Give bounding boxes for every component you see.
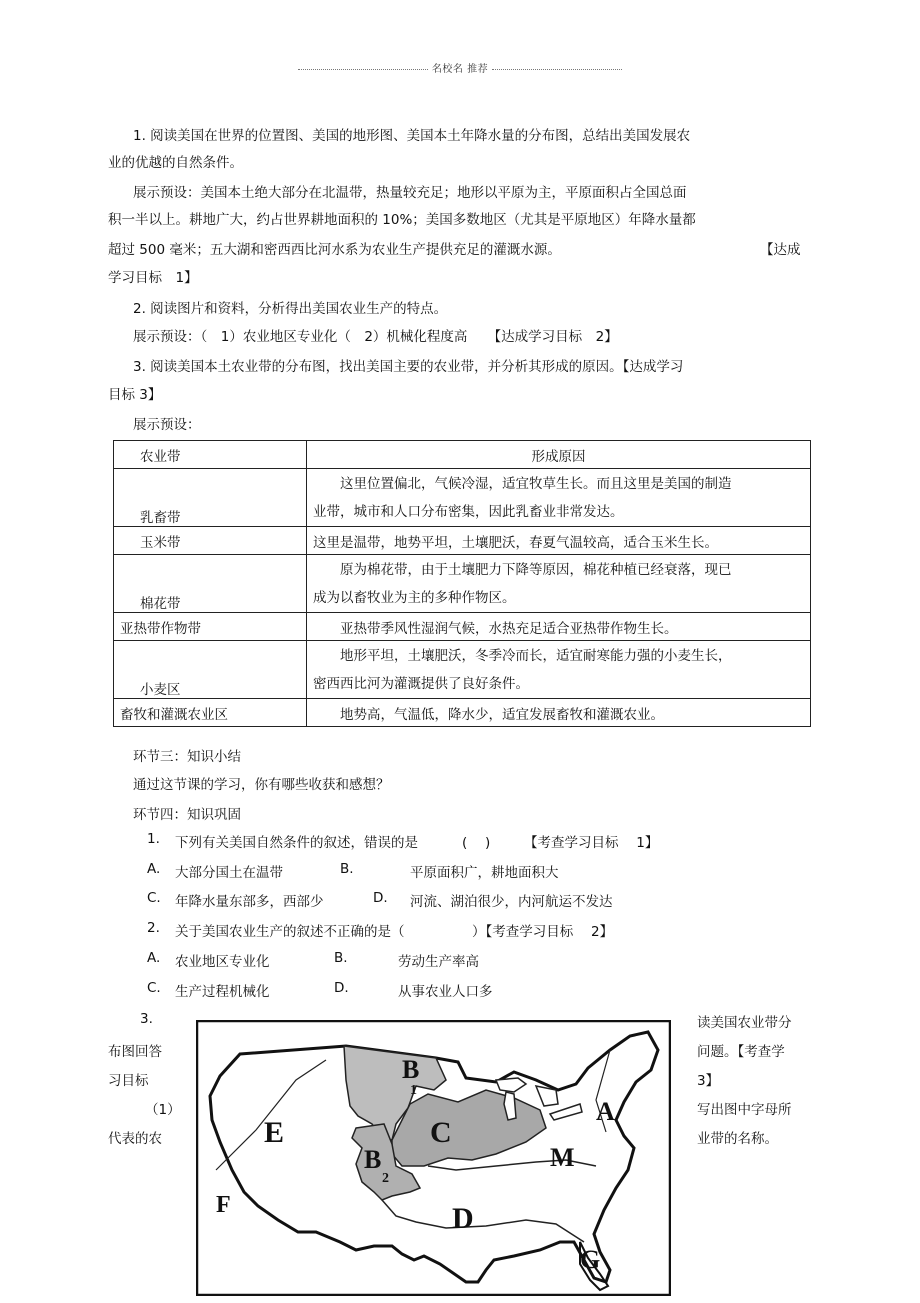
q2-c-label: C. (147, 980, 161, 996)
q1-b-label: B. (340, 861, 354, 877)
stage4-title: 环节四：知识巩固 (133, 807, 241, 823)
q1-num: 1. (147, 831, 160, 847)
q2-text: 关于美国农业生产的叙述不正确的是（ ）【考查学习目标 2】 (175, 924, 614, 940)
stage3-title: 环节三：知识小结 (133, 749, 241, 765)
table-cell-name: 玉米带 (114, 527, 307, 555)
q1-line2: 业的优越的自然条件。 (108, 155, 243, 171)
reason-line: 原为棉花带，由于土壤肥力下降等原因，棉花种植已经衰落，现已 (313, 562, 732, 578)
table-cell-name: 畜牧和灌溉农业区 (114, 699, 307, 727)
map-label-b1-sub: 1 (410, 1083, 417, 1098)
q3-num: 3. (140, 1011, 153, 1027)
map-label-c: C (430, 1116, 452, 1149)
table-row (114, 555, 811, 613)
q3-left-1: 布图回答 (108, 1044, 162, 1060)
q3-left-3: （1） (145, 1102, 181, 1118)
table-row (114, 613, 811, 641)
table-row (114, 469, 811, 527)
q1-a-label: A. (147, 861, 161, 877)
us-agriculture-belt-map (196, 1020, 671, 1296)
q2-line1: 2. 阅读图片和资料，分析得出美国农业生产的特点。 (133, 301, 448, 317)
map-label-g: G (580, 1245, 601, 1274)
reason-line: 成为以畜牧业为主的多种作物区。 (313, 590, 516, 606)
table-cell-name: 亚热带作物带 (114, 613, 307, 641)
table-cell-reason (307, 555, 811, 613)
q3-right-1: 读美国农业带分 (697, 1015, 792, 1031)
q3-line2: 目标 3】 (108, 387, 162, 403)
table-row (114, 527, 811, 555)
preset1-line2: 积一半以上。耕地广大，约占世界耕地面积的 10%；美国多数地区（尤其是平原地区）年降水量都 (108, 212, 696, 228)
page-header (0, 60, 920, 75)
preset3-label: 展示预设： (133, 417, 201, 433)
map-label-d: D (452, 1202, 474, 1235)
q1-option-d: 河流、湖泊很少，内河航运不发达 (410, 894, 613, 910)
q3-right-4: 写出图中字母所 (697, 1102, 792, 1118)
table-cell-reason: 地势高，气温低，降水少，适宜发展畜牧和灌溉农业。 (307, 699, 811, 727)
q2-option-b: 劳动生产率高 (398, 954, 479, 970)
q2-num: 2. (147, 920, 160, 936)
table-cell-reason (307, 469, 811, 527)
map-label-b2: B (364, 1145, 382, 1174)
map-label-a: A (596, 1097, 615, 1126)
q3-right-5: 业带的名称。 (697, 1131, 778, 1147)
q1-goal: 【考查学习目标 1】 (524, 835, 659, 851)
table-cell-reason: 亚热带季风性湿润气候，水热充足适合亚热带作物生长。 (307, 613, 811, 641)
preset1-line3: 超过 500 毫米；五大湖和密西西比河水系为农业生产提供充足的灌溉水源。 (108, 242, 561, 258)
table-cell-reason (307, 641, 811, 699)
q1-d-label: D. (373, 890, 388, 906)
table-row (114, 699, 811, 727)
q1-option-c: 年降水量东部多，西部少 (175, 894, 324, 910)
table-header-name: 农业带 (114, 441, 307, 469)
q2-option-a: 农业地区专业化 (175, 954, 270, 970)
q2-d-label: D. (334, 980, 349, 996)
q2-a-label: A. (147, 950, 161, 966)
q1-text: 下列有关美国自然条件的叙述，错误的是 (175, 835, 418, 851)
q1-c-label: C. (147, 890, 161, 906)
preset1-goal-a: 【达成 (760, 242, 801, 258)
agri-belt-table (113, 440, 811, 727)
table-cell-name: 乳畜带 (114, 469, 307, 527)
table-header-reason: 形成原因 (307, 441, 811, 469)
q1-option-b: 平原面积广，耕地面积大 (410, 865, 559, 881)
reason-line: 地形平坦，土壤肥沃，冬季冷而长，适宜耐寒能力强的小麦生长， (313, 648, 732, 664)
map-label-b2-sub: 2 (382, 1171, 389, 1186)
q3-left-4: 代表的农 (108, 1131, 162, 1147)
header-title: 名校名 推荐 (431, 64, 489, 75)
q3-line1: 3. 阅读美国本土农业带的分布图，找出美国主要的农业带，并分析其形成的原因。【达成学习 (133, 359, 684, 375)
q2-b-label: B. (334, 950, 348, 966)
table-row (114, 641, 811, 699)
reason-line: 密西西比河为灌溉提供了良好条件。 (313, 676, 529, 692)
q3-right-2: 问题。【考查学 (697, 1044, 785, 1060)
map-label-b1: B (402, 1055, 420, 1084)
map-label-f: F (216, 1192, 231, 1218)
table-cell-reason: 这里是温带，地势平坦，土壤肥沃，春夏气温较高，适合玉米生长。 (307, 527, 811, 555)
preset2-line1: 展示预设：（ 1）农业地区专业化（ 2）机械化程度高 【达成学习目标 2】 (133, 329, 618, 345)
q1-option-a: 大部分国土在温带 (175, 865, 283, 881)
q2-option-c: 生产过程机械化 (175, 984, 270, 1000)
stage3-question: 通过这节课的学习，你有哪些收获和感想？ (133, 777, 390, 793)
preset1-line1: 展示预设：美国本土绝大部分在北温带，热量较充足；地形以平原为主，平原面积占全国总面 (133, 185, 687, 201)
q1-paren: ( ) (462, 835, 491, 851)
q3-right-3: 3】 (697, 1073, 720, 1089)
map-label-e: E (264, 1116, 285, 1149)
table-cell-name: 小麦区 (114, 641, 307, 699)
q2-option-d: 从事农业人口多 (398, 984, 493, 1000)
preset1-goal-b: 学习目标 1】 (108, 270, 198, 286)
q3-left-2: 习目标 (108, 1073, 149, 1089)
table-cell-name: 棉花带 (114, 555, 307, 613)
map-label-m: M (550, 1143, 575, 1172)
reason-line: 业带，城市和人口分布密集，因此乳畜业非常发达。 (313, 504, 624, 520)
q1-line1: 1. 阅读美国在世界的位置图、美国的地形图、美国本土年降水量的分布图，总结出美国发展农 (133, 128, 691, 144)
table-header-row (114, 441, 811, 469)
reason-line: 这里位置偏北，气候冷湿，适宜牧草生长。而且这里是美国的制造 (313, 476, 732, 492)
